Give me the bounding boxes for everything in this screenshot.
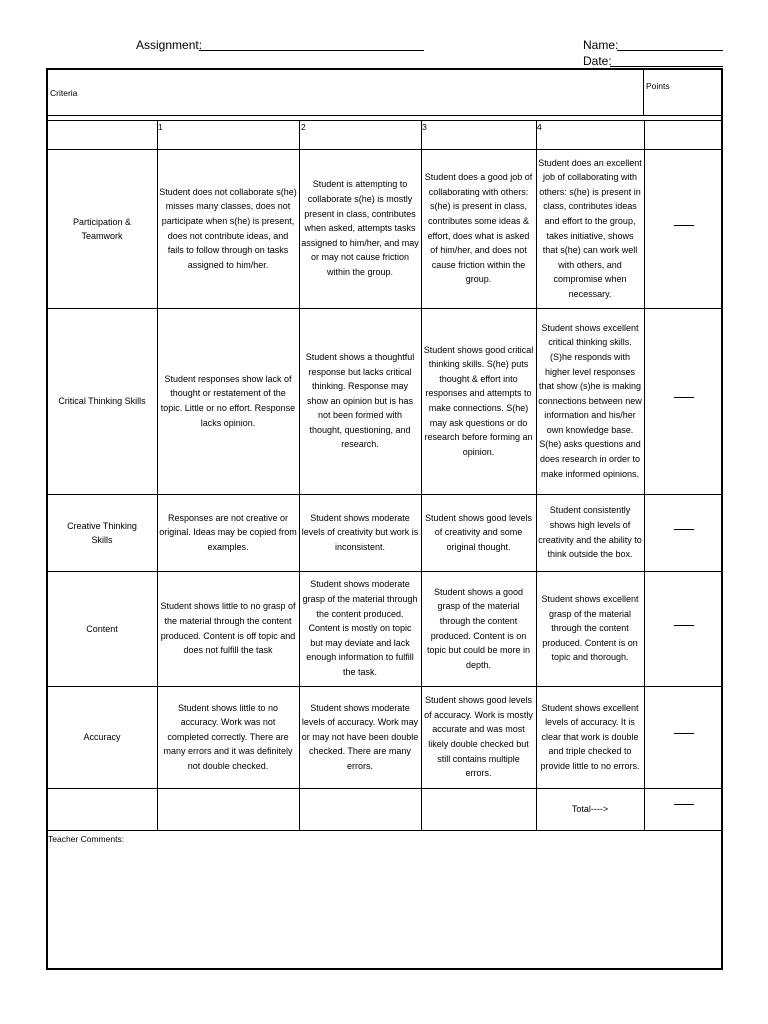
- points-blank[interactable]: [674, 225, 694, 226]
- rubric-cell-level-4: Student shows excellent critical thinking skills. (S)he responds with higher level responses that show (s)he is making connections between new information and his/her own knowledge base. S(he) asks questions and does research in order to make informed opinions.: [538, 322, 642, 479]
- criterion-label: Participation & Teamwork: [72, 216, 132, 241]
- criteria-header: Criteria: [50, 88, 78, 98]
- level-3-header: 3: [422, 122, 427, 132]
- rubric-cell-level-2: Student shows moderate grasp of the material through the content produced. Content is mostly on topic but may deviate and lack enough information to fulfill the task.: [302, 579, 418, 677]
- criteria-points-divider: [643, 69, 644, 116]
- rubric-cell-level-4: Student consistently shows high levels of creativity and the ability to think outside the box.: [538, 505, 642, 560]
- name-label: Name:: [583, 38, 619, 52]
- level-2-header: 2: [301, 122, 306, 132]
- table-column-border: [722, 120, 723, 830]
- total-points-blank[interactable]: [674, 804, 694, 805]
- table-row-border: [47, 120, 722, 121]
- table-column-border: [47, 120, 48, 830]
- criterion-label: Creative Thinking Skills: [67, 520, 137, 545]
- rubric-cell-level-3: Student shows good levels of accuracy. Work is mostly accurate and was most likely double checked but still contains multiple errors.: [424, 695, 533, 779]
- criterion-label: Critical Thinking Skills: [58, 396, 146, 406]
- rubric-cell-level-2: Student shows a thoughtful response but lacks critical thinking. Response may show an opinion but is has not been formed with thought, questioning, and research.: [305, 351, 415, 450]
- rubric-cell-level-4: Student shows excellent levels of accuracy. It is clear that work is double and triple checked to provide little to no errors.: [540, 702, 640, 771]
- criterion-label: Content: [86, 623, 118, 634]
- table-row-border: [47, 830, 722, 831]
- rubric-cell-level-1: Student responses show lack of thought or restatement of the topic. Little or no effort. Response lacks opinion.: [160, 373, 296, 428]
- rubric-cell-level-1: Responses are not creative or original. Ideas may be copied from examples.: [159, 512, 297, 552]
- rubric-cell-level-4: Student shows excellent grasp of the material through the content produced. Content is on topic and thorough.: [541, 594, 639, 663]
- assignment-field[interactable]: [199, 50, 424, 51]
- level-4-header: 4: [537, 122, 542, 132]
- level-1-header: 1: [158, 122, 163, 132]
- date-field[interactable]: [610, 66, 723, 67]
- teacher-comments-area[interactable]: [48, 846, 721, 968]
- criterion-label: Accuracy: [83, 732, 121, 742]
- teacher-comments-label: Teacher Comments:: [48, 834, 125, 844]
- rubric-cell-level-1: Student does not collaborate s(he) misses many classes, does not participate when s(he) is present, does not contribute ideas, and fails to follow through on tasks assigned to him/her.: [159, 186, 297, 270]
- name-field[interactable]: [617, 50, 723, 51]
- rubric-cell-level-1: Student shows little to no grasp of the material through the content produced. Content is off topic and does not fulfill the task: [160, 601, 296, 656]
- rubric-cell-level-1: Student shows little to no accuracy. Work was not completed correctly. There are many errors and it was definitely not double checked.: [163, 702, 293, 771]
- total-label: Total---->: [571, 803, 609, 814]
- date-label: Date:: [583, 54, 612, 68]
- rubric-cell-level-3: Student shows a good grasp of the material through the content produced. Content is on topic but could be more in depth.: [426, 586, 531, 670]
- points-blank[interactable]: [674, 733, 694, 734]
- points-blank[interactable]: [674, 625, 694, 626]
- rubric-cell-level-3: Student shows good critical thinking skills. S(he) puts thought & effort into responses and attempts to make connections. S(he) may ask questions or do research before forming an opinion.: [423, 344, 534, 457]
- points-header: Points: [646, 81, 670, 91]
- rubric-cell-level-4: Student does an excellent job of collaborating with others: s(he) is present in class, contributes ideas and effort to the group, takes initiative, shows that s(he) can work well with others, and compromise when necessary.: [538, 157, 642, 299]
- rubric-cell-level-3: Student does a good job of collaborating with others: s(he) is present in class, contributes some ideas & effort, does what is asked of him/her, and does not cause friction within the group.: [424, 172, 533, 285]
- rubric-cell-level-2: Student shows moderate levels of creativity but work is inconsistent.: [301, 512, 419, 552]
- table-column-border: [644, 120, 645, 830]
- assignment-label: Assignment:: [136, 38, 203, 52]
- rubric-cell-level-3: Student shows good levels of creativity and some original thought.: [424, 512, 533, 552]
- points-blank[interactable]: [674, 529, 694, 530]
- rubric-cell-level-2: Student is attempting to collaborate s(he) is mostly present in class, contributes when asked, attempts tasks assigned to him/her, and may or may not cause friction within the group.: [301, 179, 419, 277]
- points-blank[interactable]: [674, 397, 694, 398]
- rubric-cell-level-2: Student shows moderate levels of accuracy. Work may or may not have been double checked. There are many errors.: [301, 702, 419, 771]
- top-row-bottom-border: [47, 115, 722, 116]
